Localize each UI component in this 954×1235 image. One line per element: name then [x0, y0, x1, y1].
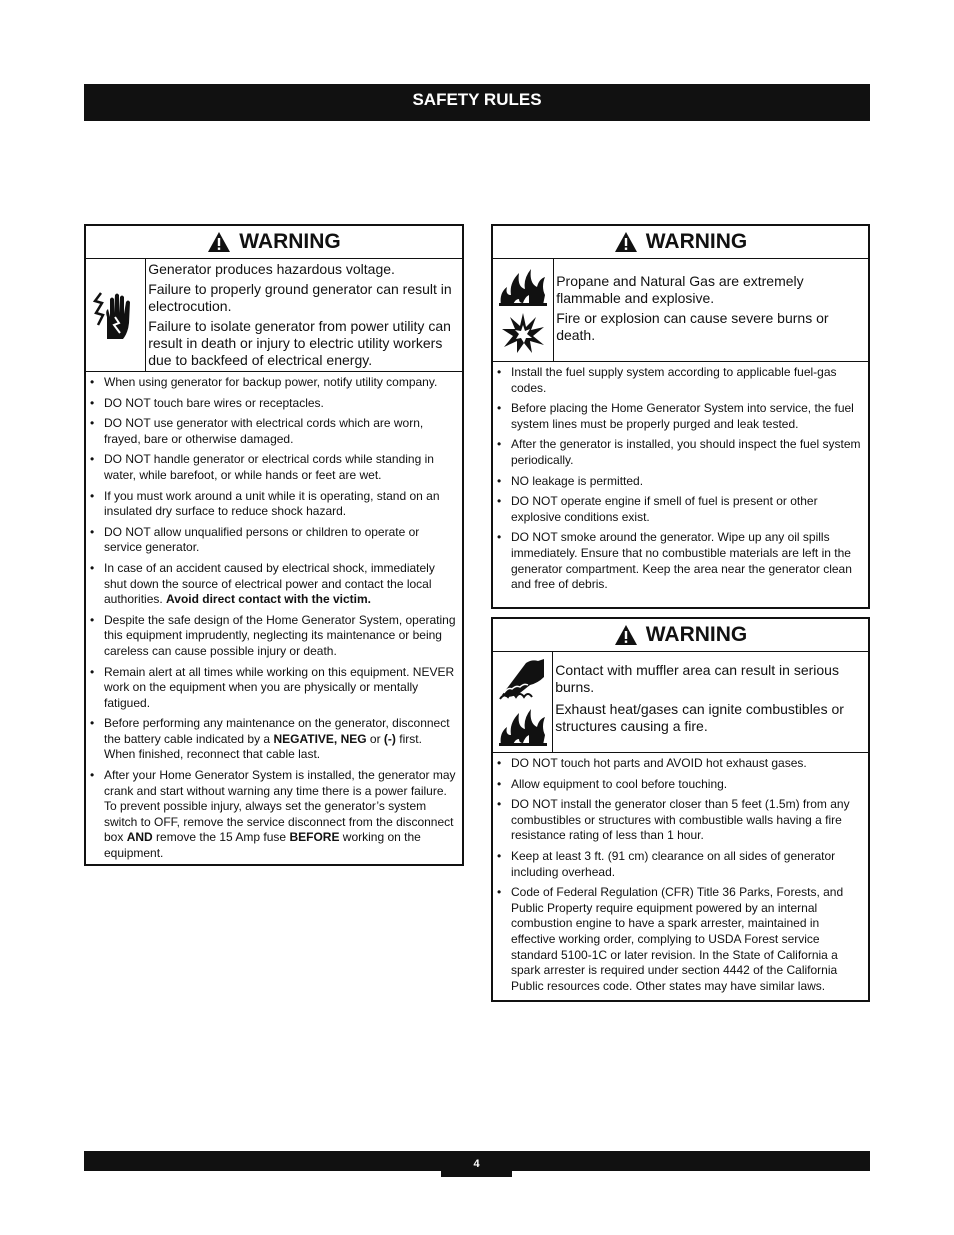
hazard-section [493, 652, 868, 753]
explosion-icon [500, 311, 546, 355]
list-item: • DO NOT handle generator or electrical cords while standing in water, while barefoot, or while hands or feet are wet. [104, 452, 456, 483]
hazard-line: Failure to isolate generator from power utility can result in death or injury to electric utility workers due to backfeed of electrical energy. [148, 318, 451, 368]
list-item: • Keep at least 3 ft. (91 cm) clearance on all sides of generator including overhead. [511, 849, 862, 880]
list-item: • Remain alert at all times while working on this equipment. NEVER work on the equipment when you are physically or mentally fatigued. [104, 665, 456, 712]
list-item [104, 768, 456, 862]
warning-triangle-icon [207, 231, 231, 253]
rule-emphasis: BEFORE [289, 830, 340, 845]
rule-emphasis: NEGATIVE, NEG [273, 731, 367, 746]
list-item [104, 716, 456, 763]
warning-box-heat [491, 617, 870, 1002]
warning-heading [86, 226, 462, 259]
hazard-line: Propane and Natural Gas are extremely flammable and explosive. [556, 273, 804, 306]
hazard-section [493, 259, 868, 362]
list-item: • Despite the safe design of the Home Generator System, operating this equipment imprudently, neglecting its maintenance or being careless can cause possible injury or death. [104, 613, 456, 660]
list-item: • If you must work around a unit while it is operating, stand on an insulated dry surface to reduce shock hazard. [104, 489, 456, 520]
hot-surface-hand-icon [498, 657, 548, 701]
hazard-line: Fire or explosion can cause severe burns or death. [556, 310, 829, 343]
list-item: • Code of Federal Regulation (CFR) Title 36 Parks, Forests, and Public Property require equipment powered by an internal combustion engine to have a spark arrester, maintained in effective working order, complying to USDA Forest service standard 5100-1C or later revision. In the State of California a spark arrester is required under section 4442 of the California Public resources code. Other states may have similar laws. [511, 885, 862, 994]
list-item: • Install the fuel supply system according to applicable fuel-gas codes. [511, 365, 862, 396]
rule-text: In case of an accident caused by electrical shock, immediately shut down the source of electrical power and contact the local authorities. [104, 560, 435, 607]
warning-heading [493, 619, 868, 652]
hazard-line: Generator produces hazardous voltage. [148, 261, 395, 277]
rule-text: remove the 15 Amp fuse [152, 830, 290, 845]
safety-rules-list [86, 372, 462, 866]
list-item: • After the generator is installed, you should inspect the fuel system periodically. [511, 437, 862, 468]
section-title: SAFETY RULES [412, 90, 542, 109]
hazard-line: Failure to properly ground generator can result in electrocution. [148, 281, 452, 314]
warning-box-electrical [84, 224, 464, 866]
hazard-text [146, 259, 462, 371]
list-item: • Allow equipment to cool before touching. [511, 777, 862, 793]
list-item: • Before placing the Home Generator System into service, the fuel system lines must be properly purged and leak tested. [511, 401, 862, 432]
rule-emphasis: AND [126, 830, 153, 845]
list-item: • When using generator for backup power, notify utility company. [104, 375, 456, 391]
rule-text: Before performing any maintenance on the generator, disconnect the battery cable indicated by a [104, 716, 450, 746]
list-item: • DO NOT operate engine if smell of fuel is present or other explosive conditions exist. [511, 494, 862, 525]
hazard-line: Contact with muffler area can result in serious burns. [555, 662, 839, 695]
list-item: • DO NOT use generator with electrical cords which are worn, frayed, bare or otherwise damaged. [104, 416, 456, 447]
electric-shock-hand-icon [93, 287, 139, 343]
rule-text: or [366, 731, 384, 746]
page-number [441, 1151, 512, 1177]
hazard-icon-panel [493, 652, 553, 752]
rule-text: After your Home Generator System is installed, the generator may crank and start without warning any time there is a power failure. To prevent possible injury, always set the generator’s system switch to OFF, remove the service disconnect from the disconnect box [104, 768, 456, 845]
warning-label: WARNING [645, 230, 748, 253]
warning-triangle-icon [614, 231, 638, 253]
warning-label: WARNING [239, 230, 341, 253]
list-item: • DO NOT allow unqualified persons or children to operate or service generator. [104, 525, 456, 556]
rule-emphasis: (-) [383, 731, 396, 746]
hazard-icon-panel [493, 259, 554, 361]
hazard-line: Exhaust heat/gases can ignite combustibles or structures causing a fire. [555, 701, 844, 734]
page-number-label: 4 [473, 1158, 480, 1170]
rule-emphasis: Avoid direct contact with the victim. [166, 592, 371, 607]
list-item [104, 561, 456, 608]
warning-box-fuel [491, 224, 870, 609]
hazard-section [86, 259, 462, 372]
warning-triangle-icon [614, 624, 638, 646]
list-item: • DO NOT touch bare wires or receptacles. [104, 396, 456, 412]
list-item: • DO NOT smoke around the generator. Wipe up any oil spills immediately. Ensure that no combustible materials are left in the generator compartment. Keep the area near the generator clean and free of debris. [511, 530, 862, 592]
rule-text: first. When finished, reconnect that cable last. [104, 731, 422, 762]
flame-icon [497, 265, 549, 307]
safety-rules-list [493, 362, 868, 597]
rule-text: working on the equipment. [104, 830, 421, 861]
hazard-text [553, 652, 868, 752]
hazard-text [554, 259, 868, 361]
list-item: • DO NOT touch hot parts and AVOID hot exhaust gases. [511, 756, 862, 772]
list-item: • DO NOT install the generator closer than 5 feet (1.5m) from any combustibles or structures with combustible walls having a fire resistance rating of less than 1 hour. [511, 797, 862, 844]
list-item: • NO leakage is permitted. [511, 474, 862, 490]
warning-heading [493, 226, 868, 259]
safety-rules-list [493, 753, 868, 998]
flame-icon [497, 705, 549, 747]
warning-label: WARNING [645, 623, 748, 646]
section-header [84, 84, 870, 121]
hazard-icon-panel [86, 259, 146, 371]
